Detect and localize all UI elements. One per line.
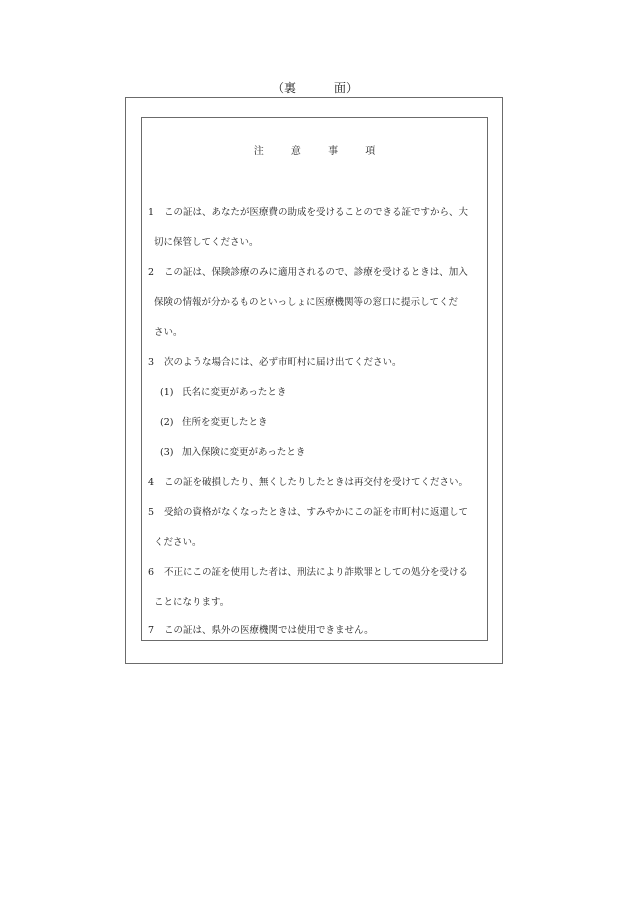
notice-item-7 — [148, 624, 374, 638]
page-heading — [0, 80, 630, 96]
notice-subitem-2 — [160, 416, 268, 430]
notice-item-2 — [148, 266, 468, 280]
notice-item-2-cont: さい。 — [154, 327, 183, 338]
subitem-text: 住所を変更したとき — [182, 417, 268, 428]
item-text-line: この証を破損したり、無くしたりしたときは再交付を受けてください。 — [164, 477, 469, 488]
notice-title-char: 項 — [365, 146, 376, 157]
notice-item-4 — [148, 476, 468, 490]
inner-frame — [141, 117, 488, 641]
item-text-line: この証は、あなたが医療費の助成を受けることのできる証ですから、大 — [164, 207, 469, 218]
subitem-number: (3) — [160, 447, 174, 458]
notice-title-char: 事 — [328, 146, 339, 157]
notice-subitem-1 — [160, 386, 286, 400]
notice-item-1 — [148, 206, 468, 220]
item-number: 1 — [148, 207, 155, 218]
notice-title-char: 意 — [290, 146, 301, 157]
item-number: 4 — [148, 477, 155, 488]
item-number: 6 — [148, 567, 155, 578]
heading-right-char: 面 — [334, 81, 347, 95]
item-number: 2 — [148, 267, 155, 278]
item-number: 5 — [148, 507, 155, 518]
notice-subitem-3 — [160, 446, 305, 460]
notice-title-char: 注 — [253, 146, 264, 157]
notice-item-1-cont: 切に保管してください。 — [154, 237, 259, 248]
subitem-number: (2) — [160, 417, 174, 428]
notice-title — [141, 145, 488, 159]
heading-open-paren: （ — [271, 81, 284, 95]
notice-item-6 — [148, 566, 468, 580]
subitem-text: 加入保険に変更があったとき — [182, 447, 306, 458]
item-text-line: 受給の資格がなくなったときは、すみやかにこの証を市町村に返還して — [164, 507, 469, 518]
item-text-line: 次のような場合には、必ず市町村に届け出てください。 — [164, 357, 402, 368]
heading-left-char: 裏 — [283, 81, 296, 95]
subitem-text: 氏名に変更があったとき — [182, 387, 287, 398]
item-number: 7 — [148, 625, 155, 636]
notice-item-5 — [148, 506, 468, 520]
notice-item-6-cont: ことになります。 — [154, 597, 230, 608]
notice-item-3 — [148, 356, 402, 370]
item-text-line: この証は、保険診療のみに適用されるので、診療を受けるときは、加入 — [164, 267, 468, 278]
item-text-line: 不正にこの証を使用した者は、刑法により詐欺罪としての処分を受ける — [164, 567, 469, 578]
notice-item-5-cont: ください。 — [154, 537, 202, 548]
item-text-line: この証は、県外の医療機関では使用できません。 — [164, 625, 374, 636]
item-number: 3 — [148, 357, 155, 368]
subitem-number: (1) — [160, 387, 174, 398]
heading-close-paren: ） — [346, 81, 359, 95]
notice-item-2-cont: 保険の情報が分かるものといっしょに医療機関等の窓口に提示してくだ — [154, 297, 459, 308]
